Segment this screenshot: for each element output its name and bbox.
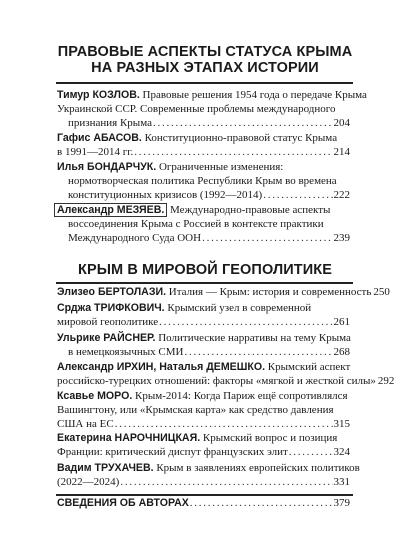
- divider: [56, 494, 353, 496]
- entry-author: Вадим ТРУХАЧЕВ.: [57, 462, 154, 474]
- entry-title: воссоединения Крыма с Россией в контексте практики: [68, 217, 324, 230]
- entry-title: Крымский узел в современной: [164, 302, 312, 314]
- toc-entry[interactable]: [57, 390, 350, 431]
- entry-title: Украинской ССР. Современные проблемы международного: [57, 102, 336, 115]
- leader-dots: [134, 146, 332, 160]
- toc-entry[interactable]: [57, 462, 360, 490]
- entry-author: Александр ИРХИН, Наталья ДЕМЕШКО.: [57, 361, 266, 373]
- entry-title: США на ЕС: [57, 417, 114, 430]
- entry-title: конституционных кризисов (1992—2014): [68, 188, 263, 201]
- entry-title: российско-турецких отношений: факторы «мягкой и жесткой силы»: [57, 374, 376, 387]
- entry-author: Александр МЕЗЯЕВ.: [54, 203, 167, 217]
- toc-entry[interactable]: [57, 204, 350, 245]
- entry-author: Илья БОНДАРЧУК.: [57, 161, 157, 173]
- page-number: 214: [333, 145, 350, 158]
- entry-author: Ксавье МОРО.: [57, 390, 133, 402]
- page-number: 250: [373, 286, 390, 298]
- page-number: 292: [377, 374, 395, 387]
- entry-author: Ульрике РАЙСНЕР.: [57, 332, 156, 344]
- page-number: 204: [333, 116, 350, 129]
- entry-title: Вашингтону, или «Крымская карта» как средство давления: [57, 403, 334, 416]
- entry-title: Конституционно-правовой статус Крыма: [141, 132, 338, 144]
- entry-title: Политические нарративы на тему Крыма: [155, 332, 351, 344]
- leader-dots: [263, 189, 332, 203]
- section-title-geopolitics: КРЫМ В МИРОВОЙ ГЕОПОЛИТИКЕ: [78, 262, 332, 278]
- page-number: 239: [333, 231, 350, 244]
- entry-author: Екатерина НАРОЧНИЦКАЯ.: [57, 432, 201, 444]
- toc-entry[interactable]: [57, 432, 350, 460]
- leader-dots: [289, 446, 333, 460]
- leader-dots: [202, 232, 332, 246]
- section-title-line: ПРАВОВЫЕ АСПЕКТЫ СТАТУСА КРЫМА: [57, 44, 353, 60]
- leader-dots: [184, 346, 332, 360]
- toc-entry[interactable]: [57, 332, 350, 360]
- page-number: 324: [333, 445, 350, 458]
- entry-title: Крымский аспект: [265, 361, 351, 373]
- leader-dots: [153, 117, 333, 131]
- toc-entry[interactable]: [57, 89, 367, 130]
- page-number: 268: [333, 345, 350, 358]
- page-number: 261: [333, 315, 350, 328]
- toc-entry[interactable]: [57, 286, 390, 300]
- entry-title: признания Крыма: [68, 116, 152, 129]
- entry-title: Международного Суда ООН: [68, 231, 202, 244]
- entry-title: (2022—2024): [57, 475, 120, 488]
- entry-author: Тимур КОЗЛОВ.: [57, 89, 140, 101]
- toc-entry[interactable]: [57, 161, 350, 202]
- page-number: 315: [333, 417, 350, 430]
- toc-entry[interactable]: [57, 132, 350, 160]
- entry-author: Элизео БЕРТОЛАЗИ.: [57, 286, 167, 298]
- divider: [56, 282, 353, 284]
- toc-entry[interactable]: [57, 302, 350, 330]
- entry-title: в немецкоязычных СМИ: [68, 345, 184, 358]
- entry-title: Ограниченные изменения:: [156, 161, 284, 173]
- leader-dots: [159, 316, 332, 330]
- entry-title: Международно-правовые аспекты: [167, 204, 331, 216]
- entry-author: Срджа ТРИФКОВИЧ.: [57, 302, 165, 314]
- toc-entry[interactable]: [57, 361, 395, 389]
- entry-title: мировой геополитике: [57, 315, 159, 328]
- section-title-line: НА РАЗНЫХ ЭТАПАХ ИСТОРИИ: [91, 60, 319, 76]
- leader-dots: [120, 476, 332, 490]
- page-number: 331: [333, 475, 350, 488]
- entry-title: нормотворческая политика Республики Крым во времена: [68, 174, 337, 187]
- about-authors-label: СВЕДЕНИЯ ОБ АВТОРАХ: [57, 497, 189, 509]
- page-number: 222: [333, 188, 350, 201]
- entry-title: Крым-2014: Когда Париж ещё сопротивлялся: [132, 390, 348, 402]
- entry-title: Италия — Крым: история и современность: [166, 286, 372, 298]
- entry-title: Крымский вопрос и позиция: [200, 432, 338, 444]
- entry-title: в 1991—2014 гг.: [57, 145, 134, 158]
- entry-title: Крым в заявлениях европейских политиков: [153, 462, 360, 474]
- divider: [56, 82, 353, 84]
- toc-entry-about-authors[interactable]: [57, 497, 350, 511]
- entry-author: Гафис АБАСОВ.: [57, 132, 142, 144]
- entry-title: Правовые решения 1954 года о передаче Крыма: [139, 89, 367, 101]
- leader-dots: [115, 418, 333, 432]
- section-title-legal: [40, 44, 370, 76]
- leader-dots: [190, 497, 333, 511]
- entry-title: Франции: критический диспут французских элит: [57, 445, 288, 458]
- page-number: 379: [333, 497, 350, 509]
